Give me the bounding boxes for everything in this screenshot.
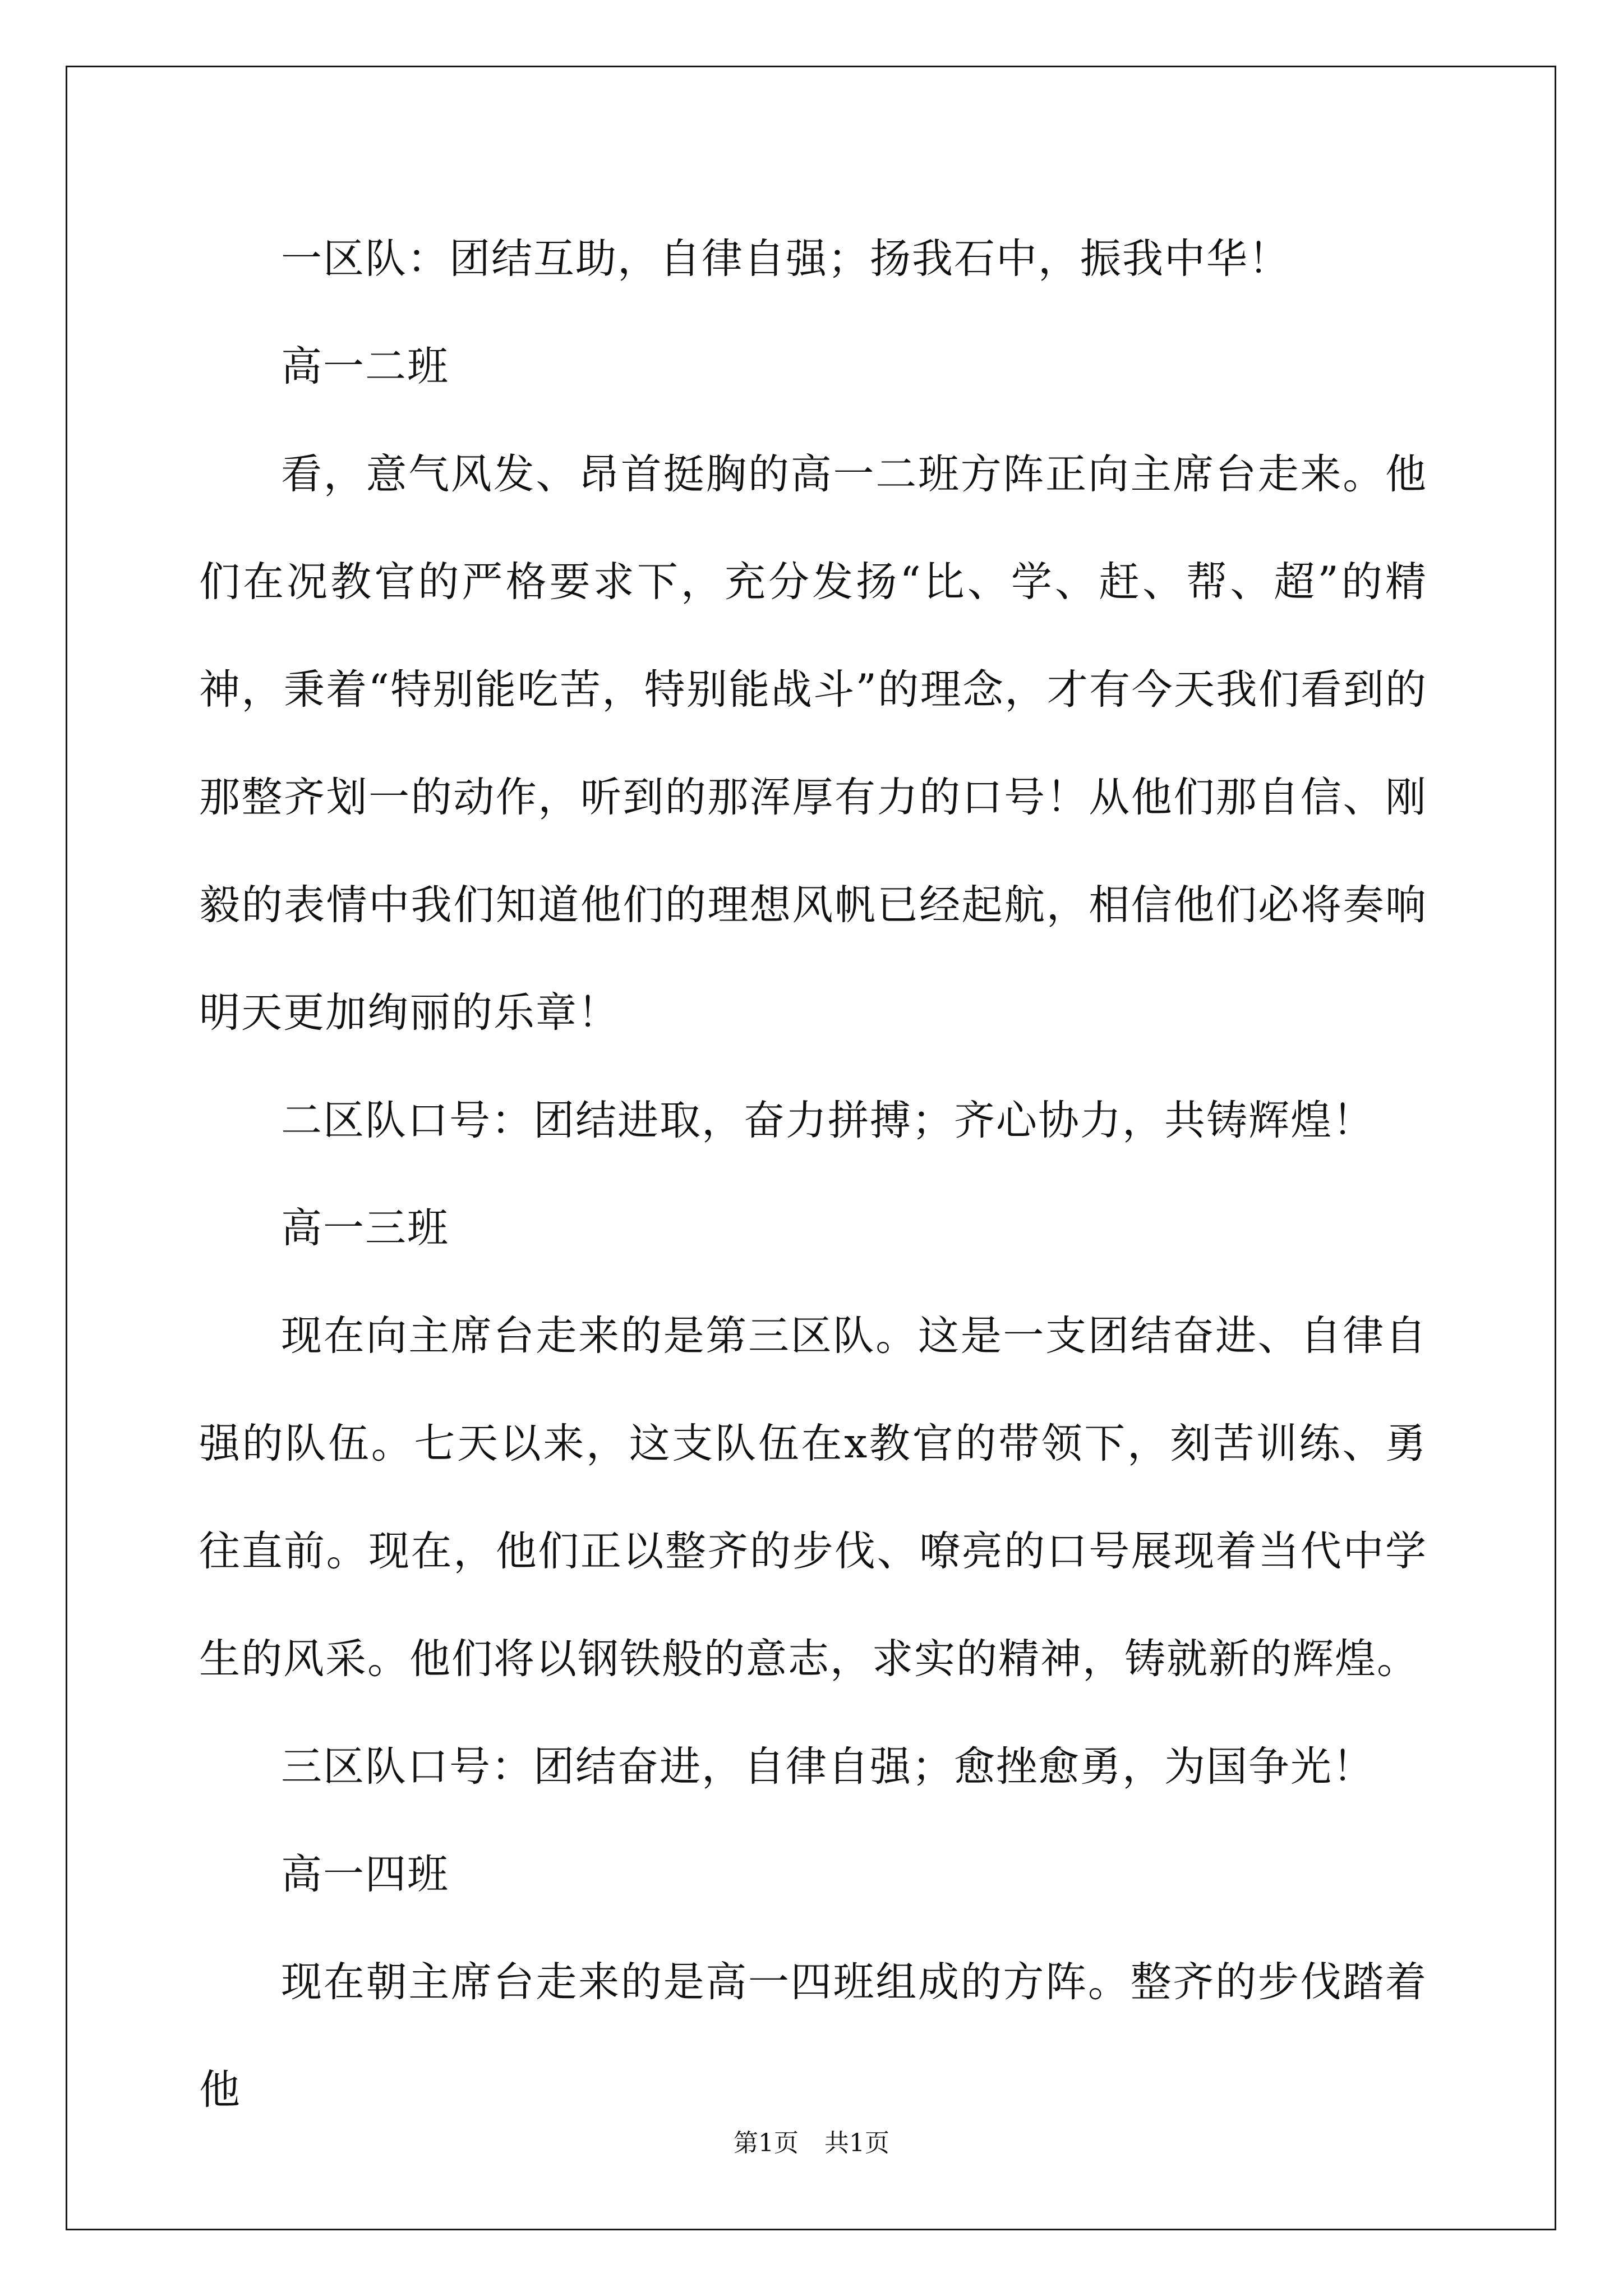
paragraph-class-2-intro: 看，意气风发、昂首挺胸的高一二班方阵正向主席台走来。他们在况教官的严格要求下，充分发扬“比、学、赶、帮、超”的精神，秉着“特别能吃苦，特别能战斗”的理念，才有今天我们看到的那整齐划一的动作，听到的那浑厚有力的口号！从他们那自信、刚毅的表情中我们知道他们的理想风帆已经起航，相信他们必将奏响明天更加绚丽的乐章！ xyxy=(199,450,1427,1037)
heading-class-3: 高一三班 xyxy=(281,1204,449,1252)
paragraph-district-1-slogan: 一区队：团结互助，自律自强；扬我石中，振我中华！ xyxy=(281,235,1290,283)
document-body xyxy=(199,205,1427,2144)
paragraph-class-3-intro: 现在向主席台走来的是第三区队。这是一支团结奋进、自律自强的队伍。七天以来，这支队伍在x教官的带领下，刻苦训练、勇往直前。现在，他们正以整齐的步伐、嘹亮的口号展现着当代中学生的风采。他们将以钢铁般的意志，求实的精神，铸就新的辉煌。 xyxy=(199,1312,1427,1683)
paragraph-class-4-intro: 现在朝主席台走来的是高一四班组成的方阵。整齐的步伐踏着他 xyxy=(199,1958,1427,2114)
heading-class-2: 高一二班 xyxy=(281,343,449,390)
page-number-current: 第1页 xyxy=(734,2129,799,2157)
page-number-total: 共1页 xyxy=(824,2129,889,2157)
page-footer xyxy=(0,2127,1623,2160)
paragraph-district-3-slogan: 三区队口号：团结奋进，自律自强；愈挫愈勇，为国争光！ xyxy=(281,1743,1375,1791)
heading-class-4: 高一四班 xyxy=(281,1851,449,1898)
paragraph-district-2-slogan: 二区队口号：团结进取，奋力拼搏；齐心协力，共铸辉煌！ xyxy=(281,1097,1375,1144)
